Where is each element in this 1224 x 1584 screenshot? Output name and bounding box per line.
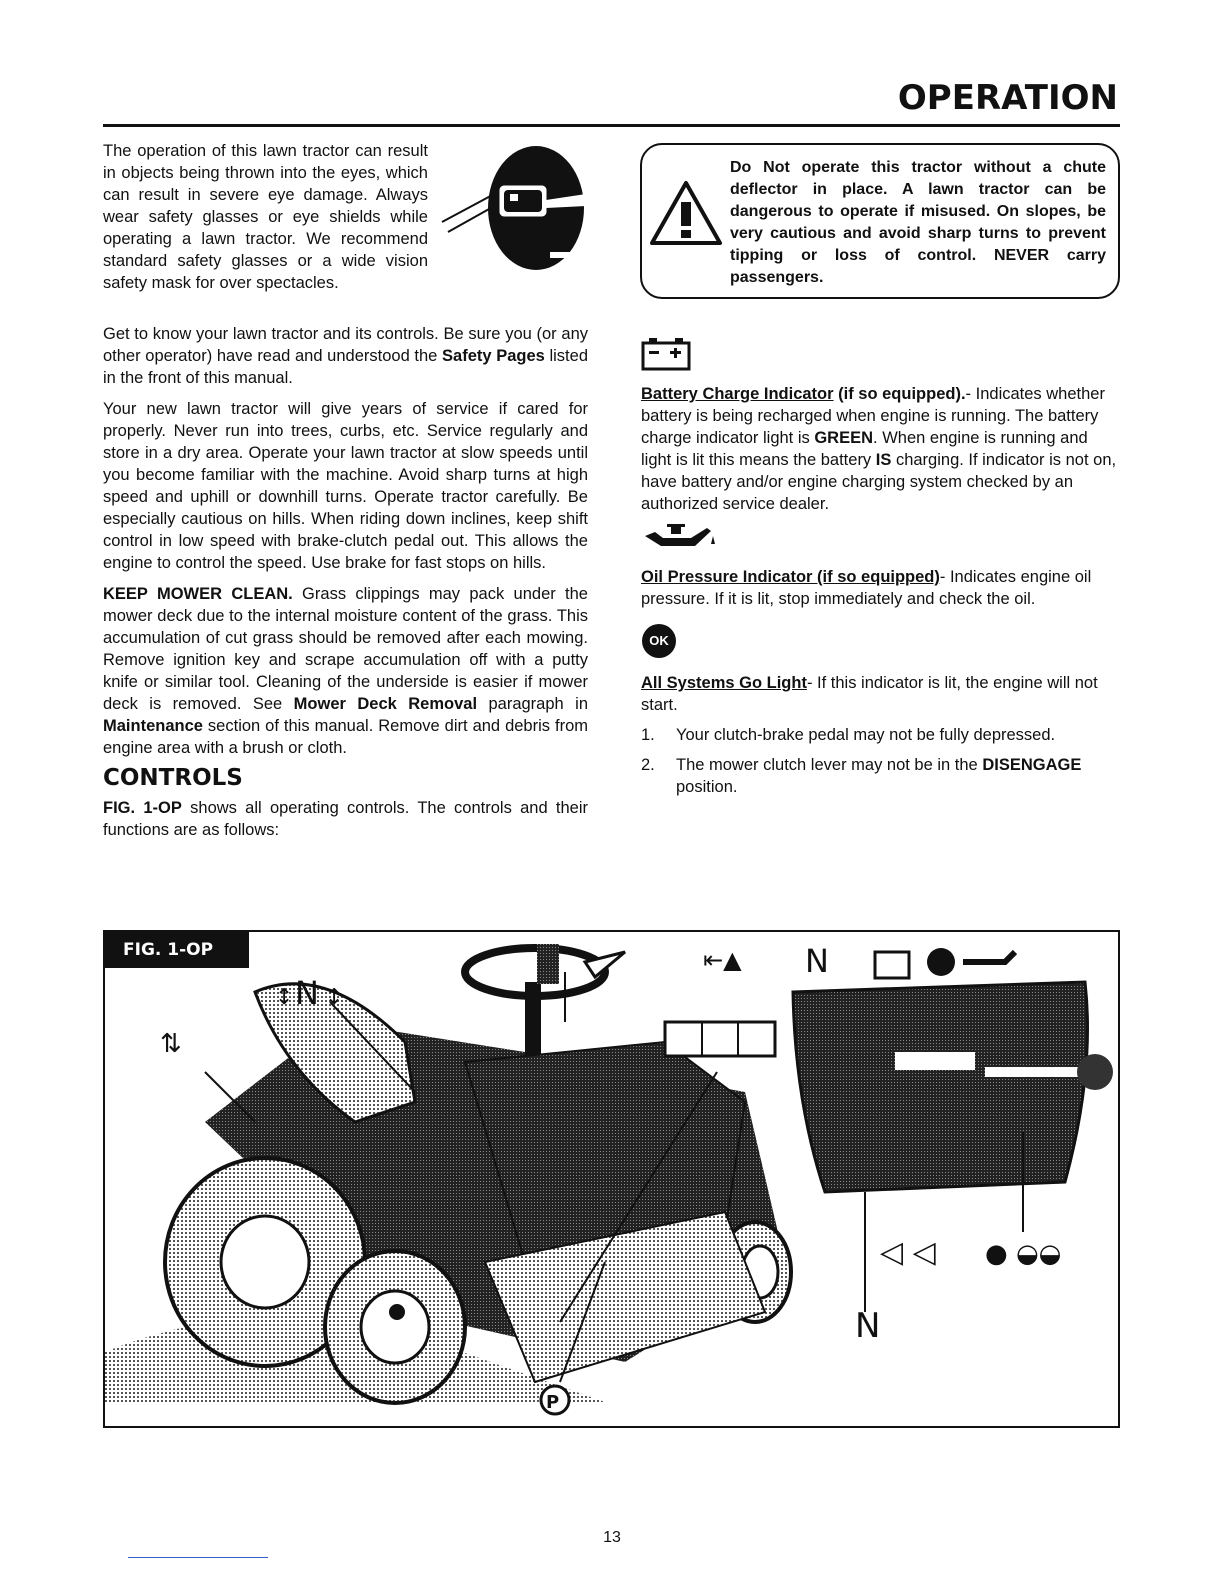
list-item: 1. Your clutch-brake pedal may not be fully depressed. — [641, 726, 1056, 744]
left-column-body — [103, 323, 588, 841]
safety-goggles-icon — [438, 142, 588, 274]
page-title: OPERATION — [897, 78, 1118, 118]
footer-rule — [128, 1557, 268, 1558]
controls-heading: CONTROLS — [103, 765, 243, 791]
header-rule — [103, 124, 1120, 127]
warning-text: Do Not operate this tractor without a chute deflector in place. A lawn tractor can be dangerous to operate if misused. On slopes, be very cautious and avoid sharp turns to prevent tipping or loss of control. NEVER carry passengers. — [730, 159, 1106, 286]
svg-text:⇅: ⇅ — [160, 1029, 182, 1059]
oil-indicator-paragraph: Oil Pressure Indicator (if so equipped)- Indicates engine oil pressure. If it is lit, stop immediately and check the oil. — [641, 568, 1092, 608]
service-paragraph: Your new lawn tractor will give years of service if cared for properly. Never run into trees, curbs, etc. Service regularly and store in a dry area. Operate your lawn tractor at slow speeds until you become familiar with the machine. Avoid sharp turns at high speed and uphill or downhill turns. Operate tractor carefully. Be especially cautious on hills. When riding down inclines, keep shift control in low speed with brake-clutch pedal out. This allows the engine to control the speed. Use brake for fast stops on hills. — [103, 400, 588, 572]
tractor-illustration — [105, 932, 1118, 1426]
list-item: 2. The mower clutch lever may not be in the DISENGAGE position. — [641, 756, 1082, 796]
ok-light-icon: OK — [642, 624, 676, 658]
neutral-gear-symbol: N — [295, 974, 319, 1012]
battery-icon — [641, 337, 691, 371]
svg-text:↕: ↕ — [325, 985, 344, 1010]
know-tractor-paragraph: Get to know your lawn tractor and its controls. Be sure you (or any other operator) have read and understood the Safety Pages listed in the front of this manual. — [103, 325, 588, 387]
svg-text:↕: ↕ — [275, 985, 294, 1010]
neutral-symbol-bottom: N — [855, 1306, 881, 1346]
battery-indicator-paragraph: Battery Charge Indicator (if so equipped).- Indicates whether battery is being recharged when engine is running. The battery charge indicator light is GREEN. When engine is running and light is lit this means the battery IS charging. If indicator is not on, have battery and/or engine charging system checked by an authorized service dealer. — [641, 385, 1117, 513]
all-systems-steps — [641, 724, 1122, 798]
warning-triangle-icon — [650, 180, 722, 246]
park-symbol: P — [546, 1392, 560, 1413]
all-systems-section — [641, 672, 1122, 806]
oil-can-icon — [641, 522, 717, 552]
neutral-symbol-top: N — [805, 942, 829, 980]
controls-paragraph: FIG. 1-OP shows all operating controls. The controls and their functions are as follows: — [103, 799, 588, 839]
svg-text:⇤▲: ⇤▲ — [703, 946, 742, 974]
oil-indicator-section — [641, 566, 1122, 610]
svg-text:◁ ◁: ◁ ◁ — [880, 1235, 936, 1270]
safety-glasses-paragraph: The operation of this lawn tractor can result in objects being thrown into the eyes, which can result in severe eye damage. Always wear safety glasses or eye shields while operating a lawn tractor. We recommend standard safety glasses or a wide vision safety mask for over spectacles. — [103, 142, 428, 292]
safety-glasses-section — [103, 140, 588, 294]
battery-indicator-section — [641, 383, 1122, 515]
page-number: 13 — [603, 1529, 621, 1546]
figure-label: FIG. 1-OP — [105, 932, 249, 968]
all-systems-paragraph: All Systems Go Light- If this indicator is lit, the engine will not start. — [641, 674, 1098, 714]
svg-text:● ◒◒: ● ◒◒ — [985, 1239, 1062, 1269]
keep-clean-paragraph: KEEP MOWER CLEAN. Grass clippings may pack under the mower deck due to the internal moisture content of the grass. This accumulation of cut grass should be removed after each mowing. Remove ignition key and scrape accumulation off with a putty knife or similar tool. Cleaning of the underside is easier if mower deck is removed. See Mower Deck Removal paragraph in Maintenance section of this manual. Remove dirt and debris from engine area with a brush or cloth. — [103, 585, 588, 757]
